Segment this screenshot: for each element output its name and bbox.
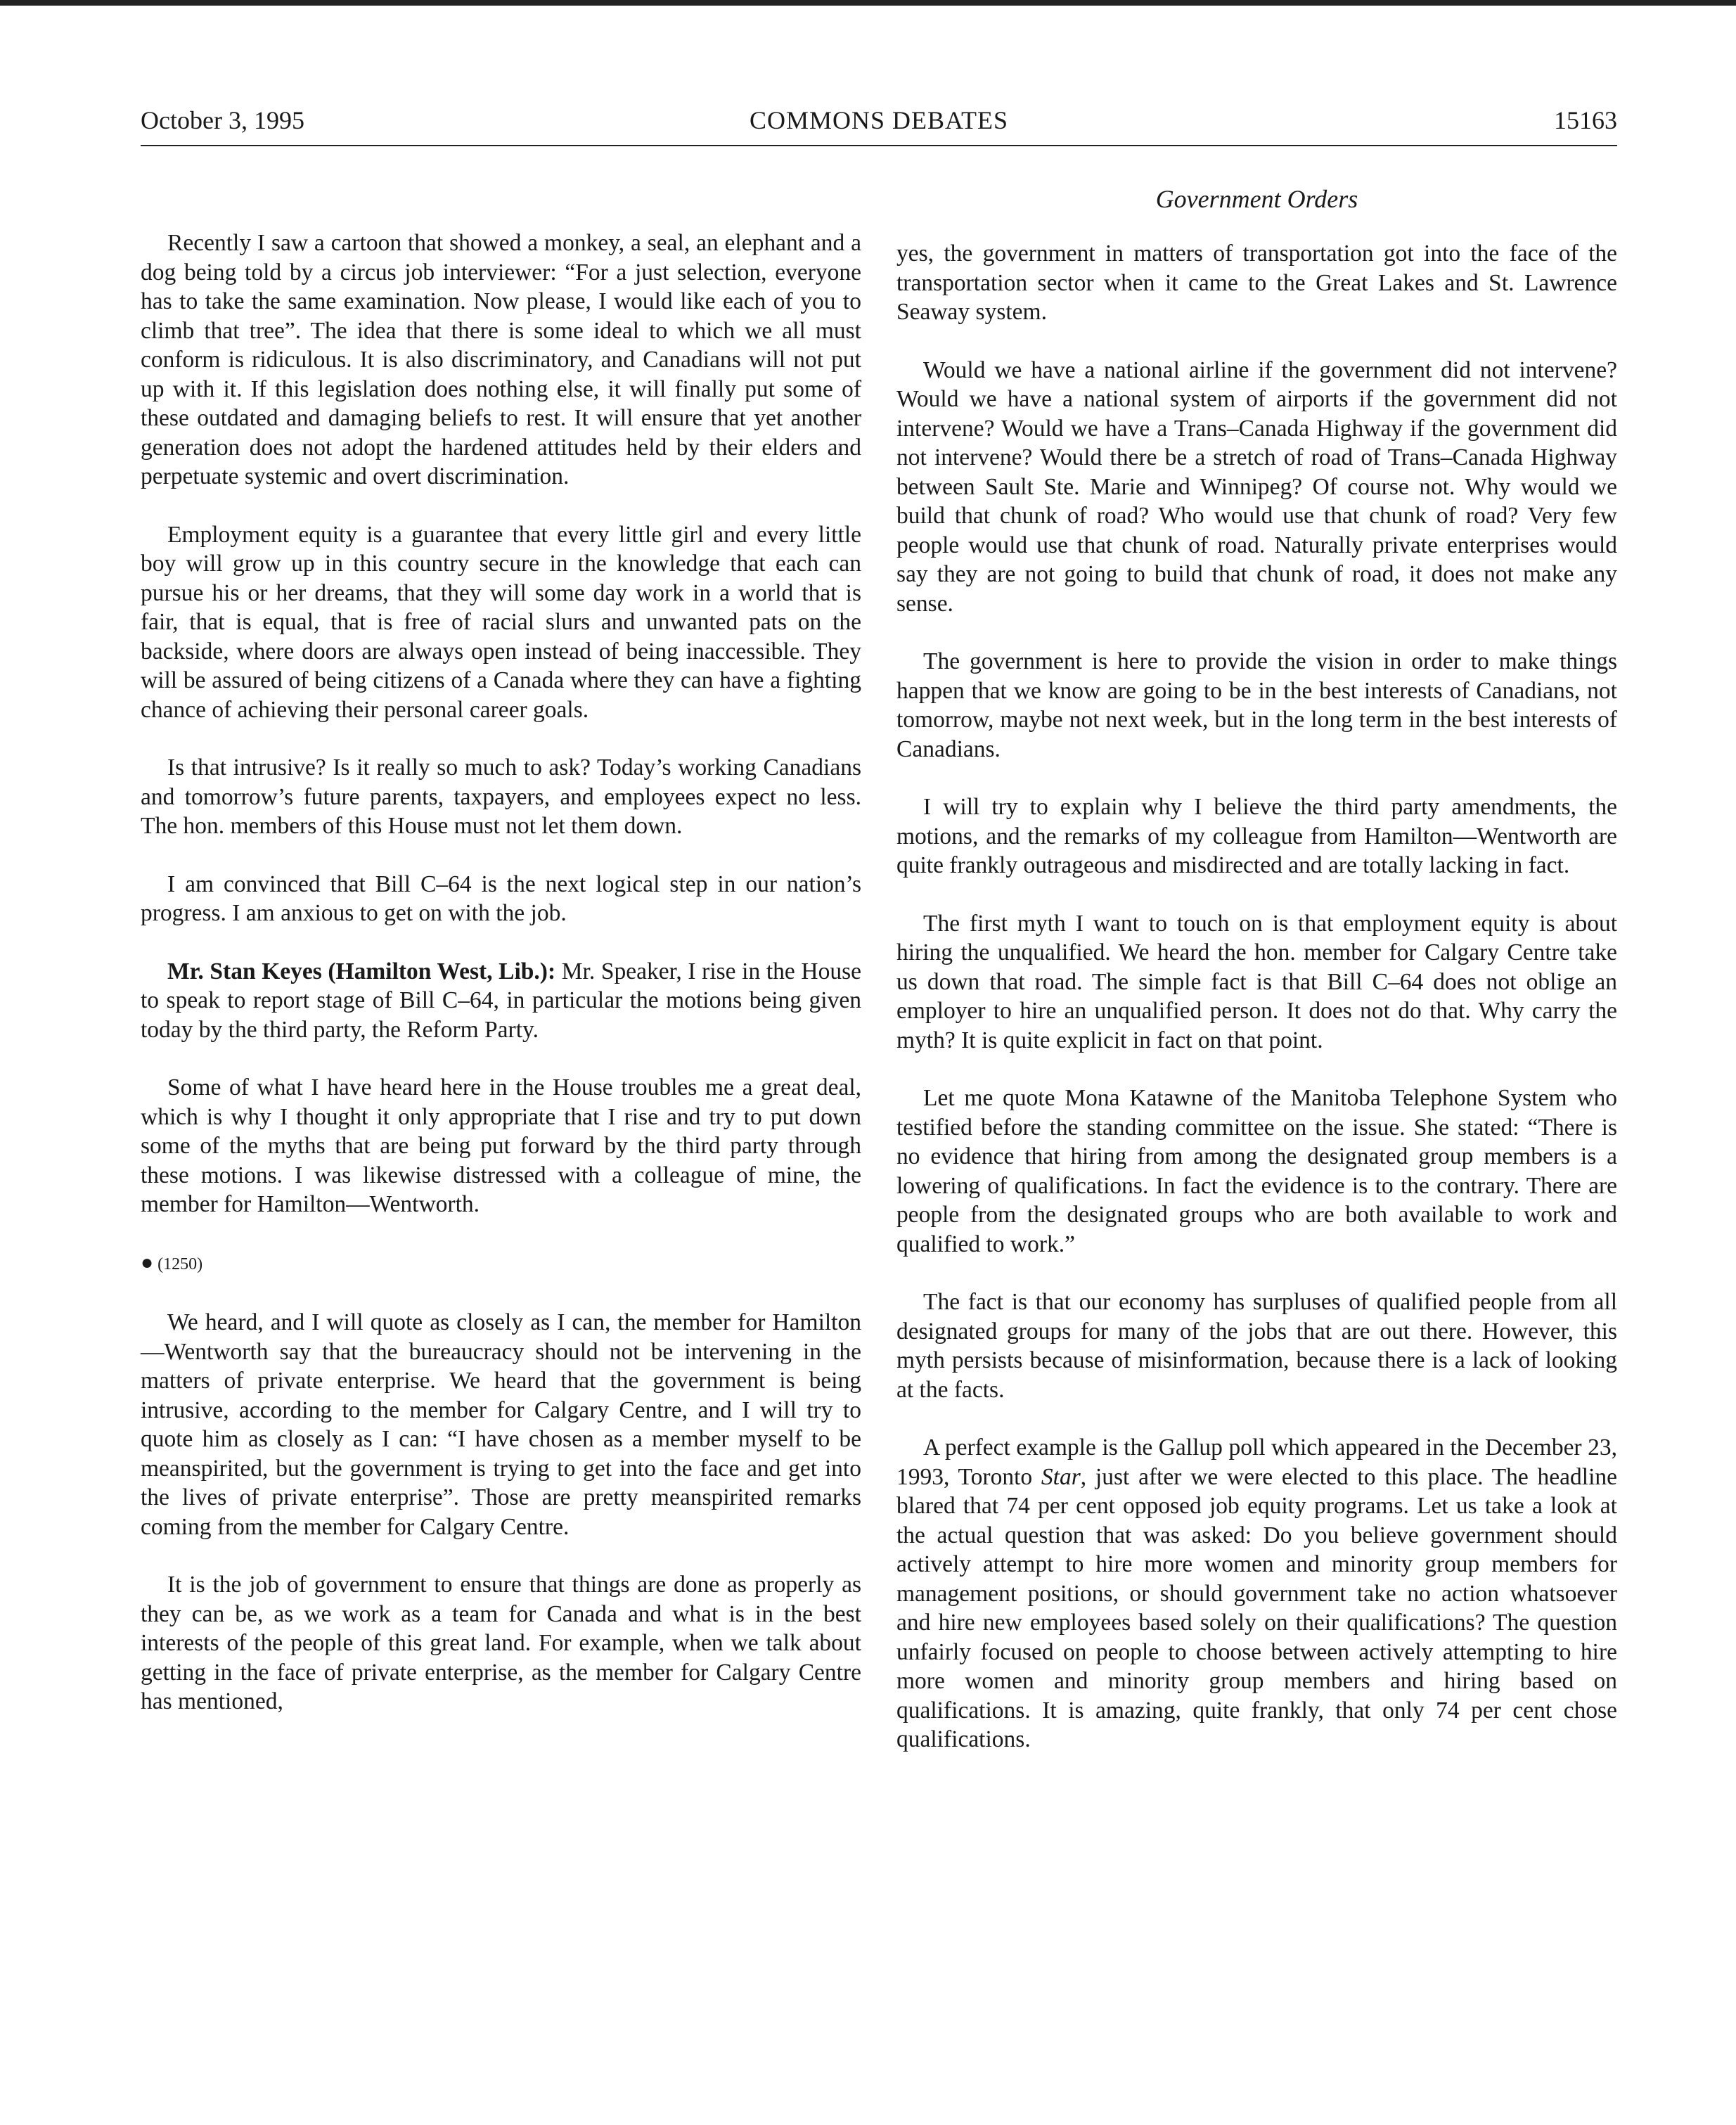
paragraph: We heard, and I will quote as closely as I can, the member for Hamilton—Wentworth say that the bureaucracy should not be intervening in the matters of private enterprise. We heard that the government is being intrusive, according to the member for Calgary Centre, and I will try to quote him as closely as I can: “I have chosen as a member myself to be meanspirited, but the government is trying to get into the face and get into the lives of private enterprise”. Those are pretty meanspirited remarks coming from the member for Calgary Centre. <box>141 1309 861 1540</box>
paragraph: The first myth I want to touch on is that employment equity is about hiring the unqualified. We heard the hon. member for Calgary Centre take us down that road. The simple fact is that Bill C–64 does not oblige an employer to hire an unqualified person. It does not do that. Why carry the myth? It is quite explicit in fact on that point. <box>896 910 1617 1053</box>
paragraph: The fact is that our economy has surpluses of qualified people from all designated groups for many of the jobs that are out there. However, this myth persists because of misinformation, because there is a lack of looking at the facts. <box>896 1289 1617 1403</box>
paragraph: yes, the government in matters of transportation got into the face of the transportation sector when it came to the Great Lakes and St. Lawrence Seaway system. <box>896 240 1617 325</box>
newspaper-name: Star <box>1041 1463 1081 1490</box>
right-column <box>896 239 1617 1783</box>
paragraph: Recently I saw a cartoon that showed a monkey, a seal, an elephant and a dog being told by a circus job interviewer: “For a just selection, everyone has to take the same examination. Now please, I would like each of you to climb that tree”. The idea that there is some ideal to which we all must conform is ridiculous. It is also discriminatory, and Canadians will not put up with it. If this legislation does nothing else, it will finally put some of these outdated and damaging beliefs to rest. It will ensure that yet another generation does not adopt the hardened attitudes held by their elders and perpetuate systemic and overt discrimination. <box>141 230 861 489</box>
paragraph: Let me quote Mona Katawne of the Manitoba Telephone System who testified before the standing committee on the issue. She stated: “There is no evidence that hiring from among the designated group members is a lowering of qualifications. In fact the evidence is to the contrary. There are people from the designated groups who are both available to work and qualified to work.” <box>896 1085 1617 1257</box>
speaker-name: Mr. Stan Keyes (Hamilton West, Lib.): <box>167 958 556 984</box>
paragraph: Employment equity is a guarantee that every little girl and every little boy will grow up in this country secure in the knowledge that each can pursue his or her dreams, that they will some day work in a world that is fair, that is equal, that is free of racial slurs and unwanted pats on the backside, where doors are always open instead of being inaccessible. They will be assured of being citizens of a Canada where they can have a fighting chance of achieving their personal career goals. <box>141 521 861 723</box>
paragraph-text: , just after we were elected to this place. The headline blared that 74 per cent opposed job equity programs. Let us take a look at the actual question that was asked: Do you believe government should actively attempt to hire more women and minority group members for management positions, or should government take no action whatsoever and hire new employees based solely on their qualifications? The question unfairly focused on people to choose between actively attempting to hire more women and minority group members and hiring based on qualifications. It is amazing, quite frankly, that only 74 per cent chose qualifications. <box>896 1463 1618 1752</box>
paragraph: Would we have a national airline if the government did not intervene? Would we have a national system of airports if the government did not intervene? Would we have a Trans–Canada Highway if the government did not intervene? Would there be a stretch of road of Trans–Canada Highway between Sault Ste. Marie and Winnipeg? Of course not. Why would we build that chunk of road? Who would use that chunk of road? Very few people would use that chunk of road. Naturally private enterprises would say they are not going to build that chunk of road, it does not make any sense. <box>896 357 1617 617</box>
time-marker-text: (1250) <box>157 1254 203 1273</box>
time-marker <box>141 1248 861 1280</box>
paragraph-text: A perfect example is the Gallup poll which appeared in the December 23, 1993, Toronto <box>896 1434 1617 1490</box>
paragraph: I am convinced that Bill C–64 is the next logical step in our nation’s progress. I am anxious to get on with the job. <box>141 871 861 926</box>
paragraph <box>896 1433 1617 1754</box>
paragraph: Some of what I have heard here in the House troubles me a great deal, which is why I thought it only appropriate that I rise and try to put down some of the myths that are being put forward by the third party through these motions. I was likewise distressed with a colleague of mine, the member for Hamilton—Wentworth. <box>141 1074 861 1217</box>
page-header <box>141 105 1617 148</box>
paragraph: Is that intrusive? Is it really so much to ask? Today’s working Canadians and tomorrow’s future parents, taxpayers, and employees expect no less. The hon. members of this House must not let them down. <box>141 755 861 839</box>
section-label: Government Orders <box>1155 185 1358 213</box>
paragraph: The government is here to provide the vision in order to make things happen that we know are going to be in the best interests of Canadians, not tomorrow, maybe not next week, but in the long term in the best interests of Canadians. <box>896 648 1617 762</box>
header-page-number: 15163 <box>1554 106 1617 134</box>
header-rule <box>141 145 1617 146</box>
left-column <box>141 229 861 1745</box>
header-journal-title: COMMONS DEBATES <box>749 106 1009 134</box>
bullet-icon: ● <box>141 1250 154 1274</box>
paragraph: I will try to explain why I believe the third party amendments, the motions, and the remarks of my colleague from Hamilton—Wentworth are quite frankly outrageous and misdirected and are totally lacking in fact. <box>896 794 1617 878</box>
speaker-paragraph <box>141 957 861 1045</box>
scan-top-edge <box>0 0 1736 6</box>
header-date: October 3, 1995 <box>141 106 304 134</box>
speaker-text: Mr. Speaker, I rise in the House to speak to report stage of Bill C–64, in particular the motions being given today by the third party, the Reform Party. <box>141 958 861 1043</box>
paragraph: It is the job of government to ensure that things are done as properly as they can be, as we work as a team for Canada and what is in the best interests of the people of this great land. For example, when we talk about getting in the face of private enterprise, as the member for Calgary Centre has mentioned, <box>141 1572 861 1714</box>
